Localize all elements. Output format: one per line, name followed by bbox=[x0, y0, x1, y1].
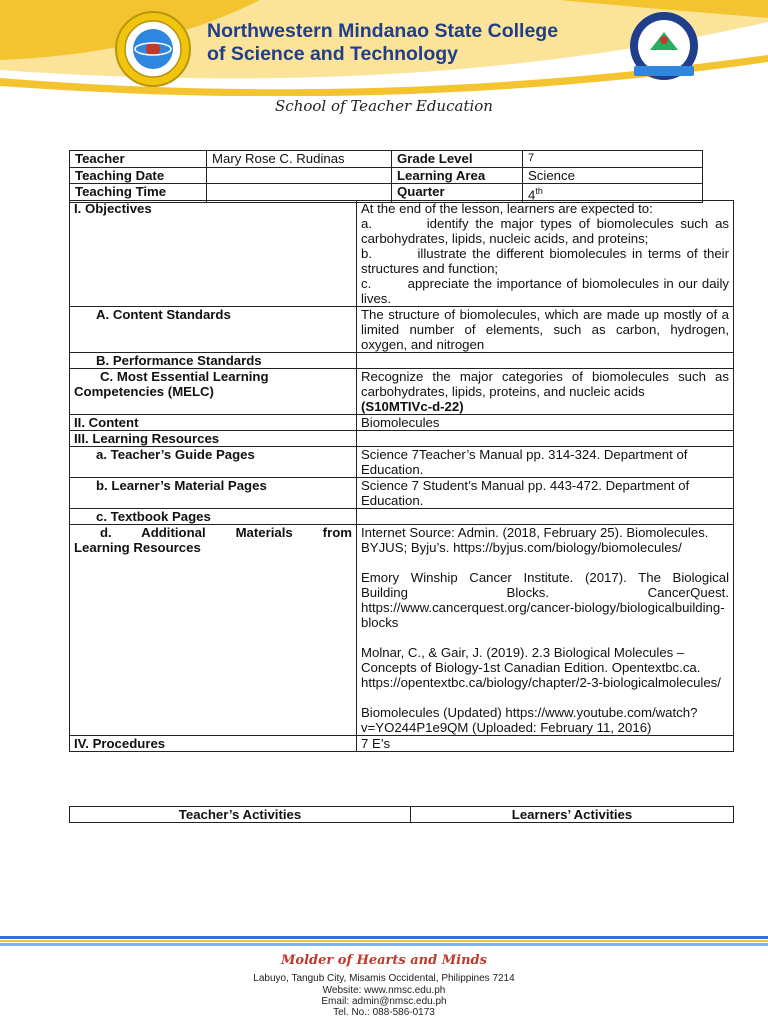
teacher-label: Teacher bbox=[70, 151, 207, 168]
row-teachers-guide bbox=[70, 447, 734, 478]
grade-value: 7 bbox=[523, 151, 703, 168]
grade-label: Grade Level bbox=[392, 151, 523, 168]
reference-item: Emory Winship Cancer Institute. (2017). The Biological Building Blocks. CancerQuest. https://www.cancerquest.org/cancer-biology/biologicalbuilding-blocks bbox=[361, 570, 729, 630]
activities-header-row bbox=[70, 807, 734, 823]
row-procedures bbox=[70, 736, 734, 752]
area-label: Learning Area bbox=[392, 167, 523, 184]
row-learners-material bbox=[70, 478, 734, 509]
footer-website: Website: www.nmsc.edu.ph bbox=[322, 985, 446, 996]
row-textbook bbox=[70, 509, 734, 525]
area-value: Science bbox=[523, 167, 703, 184]
info-row-teacher bbox=[70, 151, 703, 168]
objective-item: c. appreciate the importance of biomolecules in our daily lives. bbox=[361, 276, 729, 306]
quarter-value: 4th bbox=[523, 184, 703, 203]
teachers-guide-value: Science 7Teacher’s Manual pp. 314-324. Department of Education. bbox=[357, 447, 734, 478]
footer-email: Email: admin@nmsc.edu.ph bbox=[321, 996, 447, 1007]
content-label: II. Content bbox=[70, 415, 357, 431]
additional-materials-label: d. Additional Materials from Learning Resources bbox=[70, 525, 357, 736]
performance-standards-label: B. Performance Standards bbox=[70, 353, 357, 369]
date-label: Teaching Date bbox=[70, 167, 207, 184]
time-label: Teaching Time bbox=[70, 184, 207, 203]
nmsc-seal-logo bbox=[114, 10, 192, 88]
procedures-value: 7 E’s bbox=[357, 736, 734, 752]
objective-item: b. illustrate the different biomolecules in terms of their structures and function; bbox=[361, 246, 730, 276]
reference-item: Internet Source: Admin. (2018, February 25). Biomolecules. BYJUS; Byju’s. https://byjus.com/biology/biomolecules/ bbox=[361, 525, 709, 555]
additional-materials-value bbox=[357, 525, 734, 736]
footer-address: Labuyo, Tangub City, Misamis Occidental, Philippines 7214 bbox=[253, 973, 515, 984]
learners-material-label: b. Learner’s Material Pages bbox=[70, 478, 357, 509]
info-row-date bbox=[70, 167, 703, 184]
reference-item: Biomolecules (Updated) https://www.youtube.com/watch?v=YO244P1e9QM (Uploaded: February 11, 2016) bbox=[361, 705, 698, 735]
activities-table bbox=[69, 806, 734, 823]
ste-seal-logo bbox=[626, 10, 702, 86]
footer-motto: Molder of Hearts and Minds bbox=[281, 953, 487, 968]
row-melc bbox=[70, 369, 734, 415]
content-standards-value: The structure of biomolecules, which are made up mostly of a limited number of elements, such as carbon, hydrogen, oxygen, and nitrogen bbox=[357, 307, 734, 353]
textbook-value bbox=[357, 509, 734, 525]
teachers-activities-header: Teacher’s Activities bbox=[70, 807, 411, 823]
row-additional-materials bbox=[70, 525, 734, 736]
melc-value: Recognize the major categories of biomolecules such as carbohydrates, lipids, proteins, and nucleic acids (S10MTIVc-d-22) bbox=[357, 369, 734, 415]
procedures-label: IV. Procedures bbox=[70, 736, 357, 752]
teachers-guide-label: a. Teacher’s Guide Pages bbox=[70, 447, 357, 478]
reference-item: Molnar, C., & Gair, J. (2019). 2.3 Biological Molecules – Concepts of Biology-1st Canadian Edition. Opentextbc.ca. https://opentextbc.ca/biology/chapter/2-3-biologicalmolecules/ bbox=[361, 645, 721, 690]
row-content bbox=[70, 415, 734, 431]
content-value: Biomolecules bbox=[357, 415, 734, 431]
melc-label: C. Most Essential Learning Competencies (MELC) bbox=[70, 369, 357, 415]
learners-activities-header: Learners’ Activities bbox=[411, 807, 734, 823]
row-learning-resources bbox=[70, 431, 734, 447]
lesson-plan-table bbox=[69, 200, 734, 752]
learning-resources-value bbox=[357, 431, 734, 447]
footer-stripe bbox=[0, 936, 768, 952]
row-objectives bbox=[70, 201, 734, 307]
objectives-intro: At the end of the lesson, learners are expected to: bbox=[361, 201, 653, 216]
date-value bbox=[207, 167, 392, 184]
learning-resources-label: III. Learning Resources bbox=[70, 431, 357, 447]
melc-code: (S10MTIVc-d-22) bbox=[361, 399, 464, 414]
teacher-value: Mary Rose C. Rudinas bbox=[207, 151, 392, 168]
row-content-standards bbox=[70, 307, 734, 353]
lesson-info-table bbox=[69, 150, 703, 203]
footer-tel: Tel. No.: 088-586-0173 bbox=[333, 1007, 435, 1018]
row-performance-standards bbox=[70, 353, 734, 369]
college-name: Northwestern Mindanao State College of Science and Technology bbox=[207, 20, 559, 65]
objectives-label: I. Objectives bbox=[70, 201, 357, 307]
objective-item: a. identify the major types of biomolecules such as carbohydrates, lipids, nucleic acids, and proteins; bbox=[361, 216, 730, 246]
school-name: School of Teacher Education bbox=[275, 97, 493, 115]
learners-material-value: Science 7 Student’s Manual pp. 443-472. Department of Education. bbox=[357, 478, 734, 509]
content-standards-label: A. Content Standards bbox=[70, 307, 357, 353]
objectives-value bbox=[357, 201, 734, 307]
performance-standards-value bbox=[357, 353, 734, 369]
textbook-label: c. Textbook Pages bbox=[70, 509, 357, 525]
quarter-label: Quarter bbox=[392, 184, 523, 203]
